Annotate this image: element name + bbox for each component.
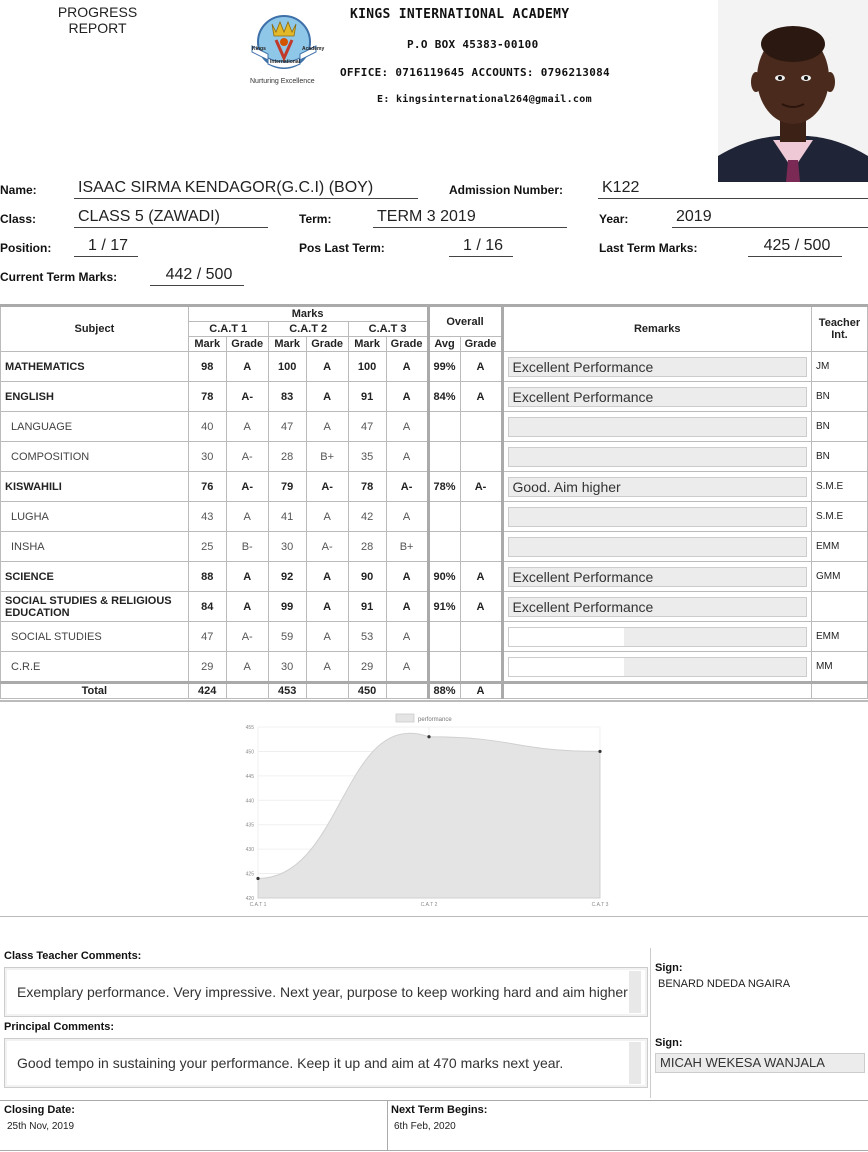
header-marks: Marks — [188, 306, 428, 322]
logo-text-top: Kings — [252, 46, 266, 52]
x-tick-label: C.A.T 3 — [591, 902, 609, 908]
remark-field — [508, 417, 807, 437]
current-marks-label: Current Term Marks: — [0, 270, 118, 284]
cat2-mark: 47 — [268, 412, 306, 442]
teacher-initials: EMM — [811, 532, 867, 562]
cat2-grade: A — [306, 562, 348, 592]
table-row — [1, 652, 868, 683]
teacher-initials: BN — [811, 412, 867, 442]
comment-scrollbar[interactable] — [629, 1042, 641, 1084]
overall-avg: 84% — [428, 382, 460, 412]
cat1-grade: A- — [226, 382, 268, 412]
cat1-grade: A — [226, 592, 268, 622]
cat1-grade: A- — [226, 472, 268, 502]
cat1-grade: A — [226, 412, 268, 442]
cat2-mark: 28 — [268, 442, 306, 472]
cat1-mark: 98 — [188, 352, 226, 382]
cat3-mark: 90 — [348, 562, 386, 592]
header-grade: Grade — [386, 337, 428, 352]
cat2-mark: 79 — [268, 472, 306, 502]
cat1-grade: A — [226, 652, 268, 683]
cat3-grade: A — [386, 502, 428, 532]
overall-grade: A — [460, 562, 502, 592]
total-avg: 88% — [428, 683, 460, 699]
header-grade: Grade — [460, 337, 502, 352]
y-tick-label: 445 — [245, 773, 254, 780]
total-cat1: 424 — [188, 683, 226, 699]
teacher-comment-box — [4, 967, 648, 1017]
cat1-grade: A — [226, 562, 268, 592]
cat2-grade: B+ — [306, 442, 348, 472]
cat3-mark: 47 — [348, 412, 386, 442]
cat2-mark: 59 — [268, 622, 306, 652]
header-cat2: C.A.T 2 — [268, 322, 348, 337]
data-point — [256, 877, 259, 880]
remark-field — [508, 627, 807, 647]
cat2-mark: 99 — [268, 592, 306, 622]
cat1-mark: 29 — [188, 652, 226, 683]
student-photo — [718, 0, 868, 182]
subject-cell: INSHA — [1, 532, 189, 562]
overall-avg — [428, 532, 460, 562]
header-mark: Mark — [188, 337, 226, 352]
y-tick-label: 430 — [245, 847, 254, 854]
overall-avg — [428, 442, 460, 472]
principal-sign: MICAH WEKESA WANJALA — [655, 1053, 865, 1073]
table-row — [1, 562, 868, 592]
subject-cell: SOCIAL STUDIES — [1, 622, 189, 652]
school-name: KINGS INTERNATIONAL ACADEMY — [350, 7, 570, 22]
table-row — [1, 412, 868, 442]
cat2-grade: A — [306, 352, 348, 382]
overall-grade: A — [460, 592, 502, 622]
class-value: CLASS 5 (ZAWADI) — [74, 207, 268, 228]
cat2-grade: A — [306, 502, 348, 532]
overall-grade — [460, 502, 502, 532]
pos-last-value: 1 / 16 — [449, 236, 513, 257]
performance-chart — [228, 710, 618, 915]
cat1-grade: A — [226, 352, 268, 382]
cat3-mark: 28 — [348, 532, 386, 562]
table-row — [1, 382, 868, 412]
cat3-grade: A — [386, 652, 428, 683]
position-value: 1 / 17 — [74, 236, 138, 257]
cat2-mark: 83 — [268, 382, 306, 412]
current-marks-value: 442 / 500 — [150, 265, 244, 286]
remark-field: Excellent Performance — [508, 597, 807, 617]
overall-grade: A- — [460, 472, 502, 502]
subject-cell: KISWAHILI — [1, 472, 189, 502]
header-avg: Avg — [428, 337, 460, 352]
comment-scrollbar[interactable] — [629, 971, 641, 1013]
overall-grade — [460, 652, 502, 683]
cat1-grade: A- — [226, 442, 268, 472]
cat1-mark: 25 — [188, 532, 226, 562]
cat2-grade: A — [306, 382, 348, 412]
cat3-grade: A — [386, 352, 428, 382]
subject-cell: C.R.E — [1, 652, 189, 683]
header-remarks: Remarks — [502, 306, 811, 352]
teacher-initials — [811, 592, 867, 622]
cat2-grade: A- — [306, 532, 348, 562]
principal-comment: Good tempo in sustaining your performance. Keep it up and aim at 470 marks next year. — [17, 1055, 564, 1071]
class-label: Class: — [0, 212, 37, 226]
principal-sign-label: Sign: — [655, 1037, 683, 1049]
subject-cell: SCIENCE — [1, 562, 189, 592]
header-mark: Mark — [348, 337, 386, 352]
po-box: P.O BOX 45383-00100 — [407, 38, 539, 51]
principal-comment-box — [4, 1038, 648, 1088]
report-title: PROGRESS REPORT — [57, 4, 138, 36]
cat2-mark: 30 — [268, 652, 306, 683]
year-value: 2019 — [672, 207, 868, 228]
cat3-mark: 42 — [348, 502, 386, 532]
logo-motto: Nurturing Excellence — [250, 78, 315, 85]
teacher-initials: S.M.E — [811, 472, 867, 502]
table-row — [1, 532, 868, 562]
subject-cell: MATHEMATICS — [1, 352, 189, 382]
remark-field — [508, 507, 807, 527]
header-cat1: C.A.T 1 — [188, 322, 268, 337]
teacher-initials: BN — [811, 382, 867, 412]
y-tick-label: 440 — [245, 798, 254, 805]
y-tick-label: 435 — [245, 822, 254, 829]
y-tick-label: 450 — [245, 749, 254, 756]
table-row — [1, 472, 868, 502]
cat3-grade: A — [386, 442, 428, 472]
total-label: Total — [1, 683, 189, 699]
admission-number: K122 — [598, 178, 868, 199]
header-grade: Grade — [226, 337, 268, 352]
subject-cell: LUGHA — [1, 502, 189, 532]
overall-avg: 90% — [428, 562, 460, 592]
next-term-label: Next Term Begins: — [391, 1104, 488, 1116]
header-grade: Grade — [306, 337, 348, 352]
teacher-comment: Exemplary performance. Very impressive. Next year, purpose to keep working hard and aim higher — [17, 984, 628, 1000]
cat3-mark: 35 — [348, 442, 386, 472]
cat2-mark: 41 — [268, 502, 306, 532]
teacher-initials: MM — [811, 652, 867, 683]
subject-cell: ENGLISH — [1, 382, 189, 412]
logo-text-bottom: International — [270, 59, 301, 65]
cat1-grade: A- — [226, 622, 268, 652]
student-name: ISAAC SIRMA KENDAGOR(G.C.I) (BOY) — [74, 178, 418, 199]
cat2-grade: A — [306, 622, 348, 652]
cat3-mark: 100 — [348, 352, 386, 382]
principal-comments-label: Principal Comments: — [4, 1021, 115, 1033]
cat1-grade: A — [226, 502, 268, 532]
cat3-grade: A — [386, 562, 428, 592]
data-point — [427, 735, 430, 738]
data-point — [598, 750, 601, 753]
teacher-sign-label: Sign: — [655, 962, 683, 974]
remark-field: Good. Aim higher — [508, 477, 807, 497]
cat3-grade: A — [386, 622, 428, 652]
table-row — [1, 622, 868, 652]
cat3-mark: 53 — [348, 622, 386, 652]
teacher-sign: BENARD NDEDA NGAIRA — [658, 978, 791, 990]
overall-avg: 78% — [428, 472, 460, 502]
cat2-mark: 100 — [268, 352, 306, 382]
remark-field: Excellent Performance — [508, 357, 807, 377]
last-marks-label: Last Term Marks: — [599, 241, 698, 255]
overall-avg — [428, 412, 460, 442]
cat1-mark: 47 — [188, 622, 226, 652]
teacher-comments-label: Class Teacher Comments: — [4, 950, 142, 962]
overall-avg: 99% — [428, 352, 460, 382]
cat3-grade: B+ — [386, 532, 428, 562]
closing-date-label: Closing Date: — [4, 1104, 75, 1116]
y-tick-label: 420 — [245, 896, 254, 902]
remark-field — [508, 447, 807, 467]
table-row — [1, 502, 868, 532]
x-tick-label: C.A.T 1 — [249, 902, 267, 908]
cat3-grade: A- — [386, 472, 428, 502]
cat2-grade: A — [306, 592, 348, 622]
overall-avg — [428, 652, 460, 683]
remark-field: Excellent Performance — [508, 387, 807, 407]
cat3-grade: A — [386, 592, 428, 622]
cat1-mark: 76 — [188, 472, 226, 502]
total-cat2: 453 — [268, 683, 306, 699]
email-line: E: kingsinternational264@gmail.com — [377, 94, 592, 105]
overall-grade — [460, 412, 502, 442]
cat3-mark: 78 — [348, 472, 386, 502]
teacher-initials: BN — [811, 442, 867, 472]
year-label: Year: — [599, 212, 629, 226]
next-term-date: 6th Feb, 2020 — [394, 1121, 456, 1132]
last-marks-value: 425 / 500 — [748, 236, 842, 257]
position-label: Position: — [0, 241, 52, 255]
cat3-mark: 91 — [348, 592, 386, 622]
cat3-grade: A — [386, 382, 428, 412]
overall-grade: A — [460, 382, 502, 412]
subject-cell: LANGUAGE — [1, 412, 189, 442]
logo-text-ribbon: Academy — [302, 46, 325, 52]
admission-label: Admission Number: — [449, 183, 564, 197]
table-row — [1, 592, 868, 622]
cat1-mark: 88 — [188, 562, 226, 592]
legend-swatch — [396, 714, 414, 722]
term-label: Term: — [299, 212, 332, 226]
office-line: OFFICE: 0716119645 ACCOUNTS: 0796213084 — [340, 66, 610, 79]
cat1-grade: B- — [226, 532, 268, 562]
name-label: Name: — [0, 183, 37, 197]
overall-grade — [460, 622, 502, 652]
cat1-mark: 78 — [188, 382, 226, 412]
subject-cell: COMPOSITION — [1, 442, 189, 472]
table-row — [1, 442, 868, 472]
header-overall: Overall — [428, 306, 502, 337]
cat3-mark: 29 — [348, 652, 386, 683]
legend-label: performance — [418, 717, 452, 723]
cat2-grade: A — [306, 652, 348, 683]
cat2-mark: 92 — [268, 562, 306, 592]
teacher-initials: JM — [811, 352, 867, 382]
closing-date: 25th Nov, 2019 — [7, 1121, 75, 1132]
remark-field — [508, 537, 807, 557]
remark-field: Excellent Performance — [508, 567, 807, 587]
cat1-mark: 43 — [188, 502, 226, 532]
teacher-initials: GMM — [811, 562, 867, 592]
cat3-mark: 91 — [348, 382, 386, 412]
table-row — [1, 352, 868, 382]
y-tick-label: 425 — [245, 871, 254, 878]
performance-area — [258, 733, 600, 898]
x-tick-label: C.A.T 2 — [420, 902, 438, 908]
overall-grade — [460, 442, 502, 472]
overall-avg — [428, 622, 460, 652]
term-value: TERM 3 2019 — [373, 207, 567, 228]
header-subject: Subject — [1, 306, 189, 352]
header-cat3: C.A.T 3 — [348, 322, 428, 337]
overall-grade: A — [460, 352, 502, 382]
pos-last-label: Pos Last Term: — [299, 241, 385, 255]
header-teacher: Teacher Int. — [811, 306, 867, 352]
cat1-mark: 40 — [188, 412, 226, 442]
overall-avg: 91% — [428, 592, 460, 622]
cat2-grade: A- — [306, 472, 348, 502]
teacher-initials: S.M.E — [811, 502, 867, 532]
overall-avg — [428, 502, 460, 532]
subject-cell: SOCIAL STUDIES & RELIGIOUS EDUCATION — [1, 592, 189, 622]
teacher-initials: EMM — [811, 622, 867, 652]
y-tick-label: 455 — [245, 725, 254, 731]
marks-table — [0, 304, 868, 699]
cat2-mark: 30 — [268, 532, 306, 562]
overall-grade — [460, 532, 502, 562]
remark-field — [508, 657, 807, 677]
cat1-mark: 30 — [188, 442, 226, 472]
total-grade: A — [460, 683, 502, 699]
cat1-mark: 84 — [188, 592, 226, 622]
header-mark: Mark — [268, 337, 306, 352]
cat2-grade: A — [306, 412, 348, 442]
cat3-grade: A — [386, 412, 428, 442]
total-cat3: 450 — [348, 683, 386, 699]
